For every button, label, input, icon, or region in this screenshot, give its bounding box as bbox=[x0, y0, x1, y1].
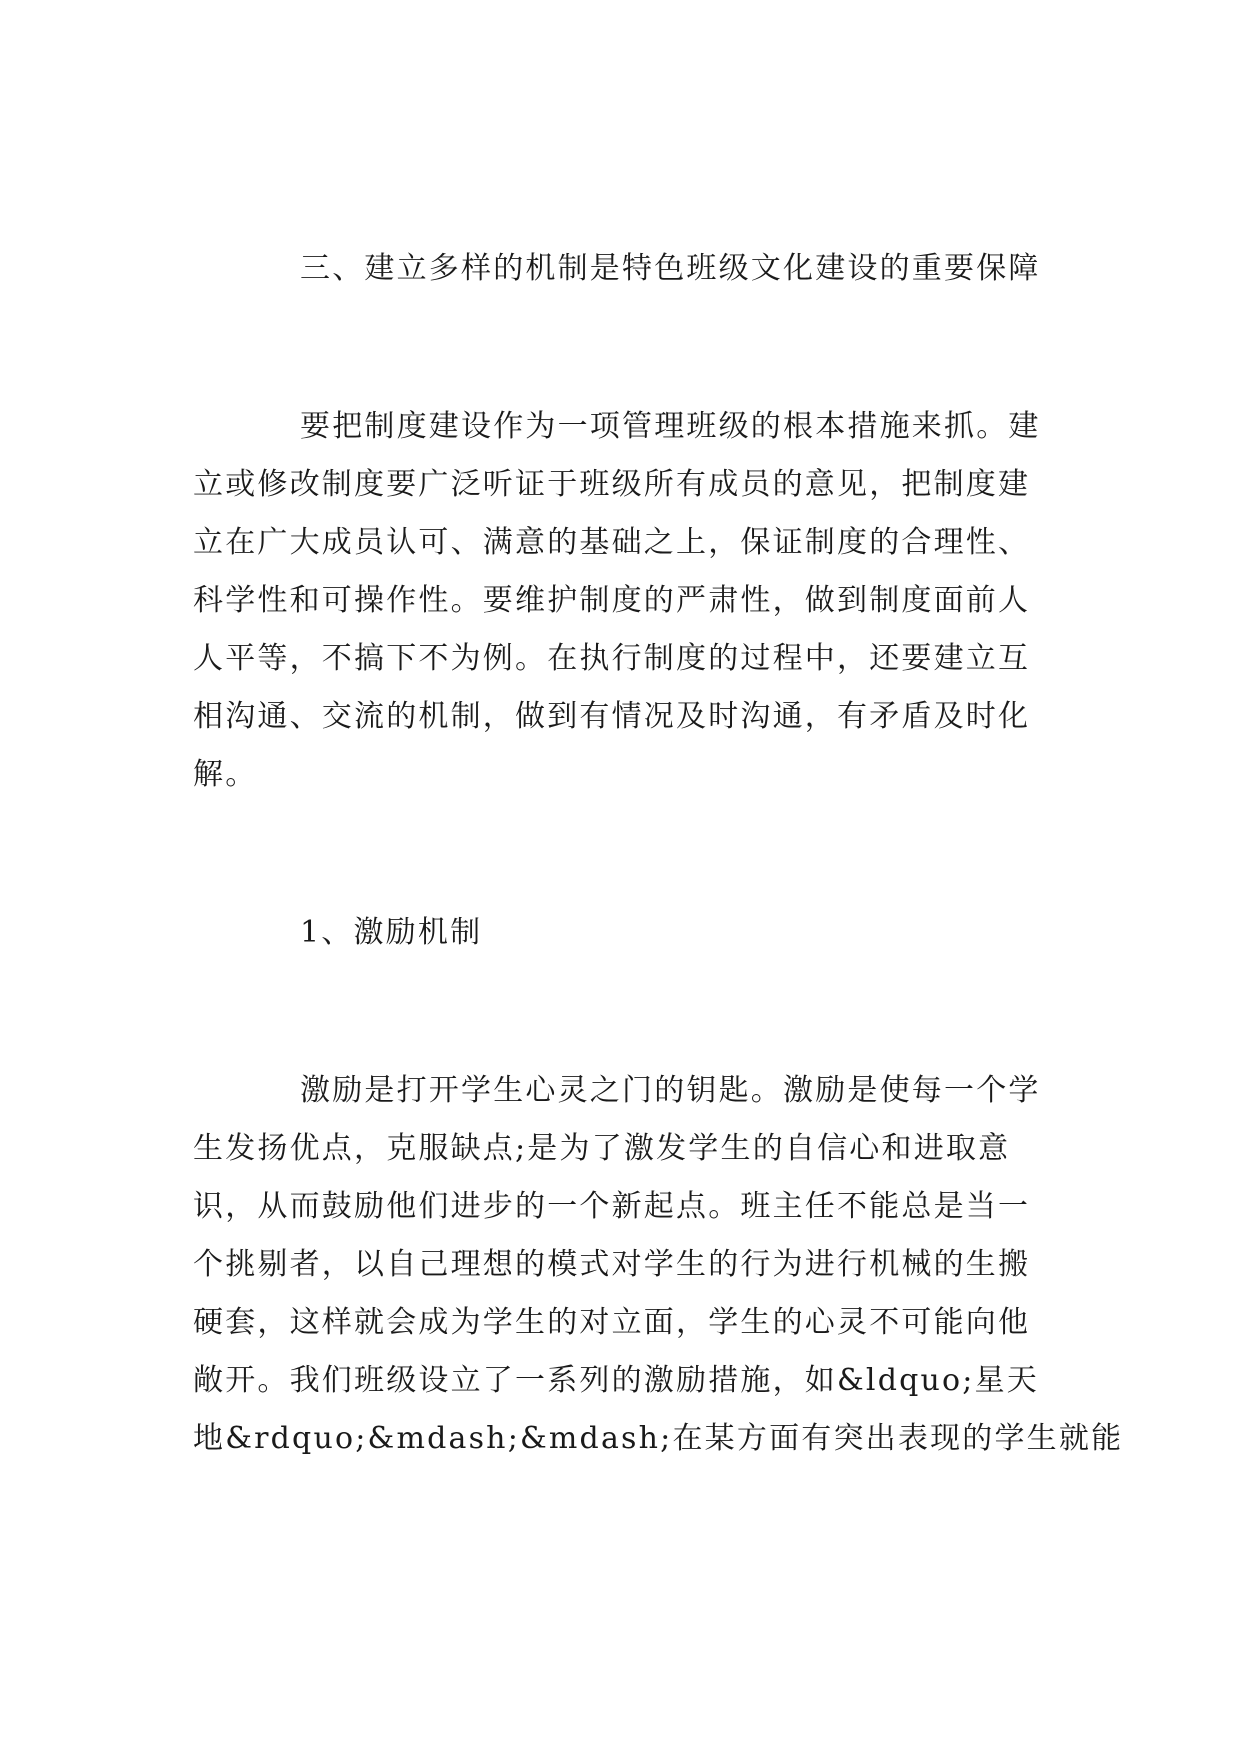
paragraph-line: 解。 bbox=[193, 757, 258, 792]
paragraph-line: 立或修改制度要广泛听证于班级所有成员的意见，把制度建 bbox=[193, 467, 1031, 502]
section-heading: 三、建立多样的机制是特色班级文化建设的重要保障 bbox=[300, 251, 1041, 286]
subheading: 1、激励机制 bbox=[300, 915, 483, 950]
paragraph-line: 地&rdquo;&mdash;&mdash;在某方面有突出表现的学生就能 bbox=[193, 1421, 1124, 1456]
paragraph-line: 生发扬优点，克服缺点;是为了激发学生的自信心和进取意 bbox=[193, 1131, 1011, 1166]
paragraph-line: 科学性和可操作性。要维护制度的严肃性，做到制度面前人 bbox=[193, 583, 1031, 618]
paragraph-line: 硬套，这样就会成为学生的对立面，学生的心灵不可能向他 bbox=[193, 1305, 1031, 1340]
paragraph-line: 立在广大成员认可、满意的基础之上，保证制度的合理性、 bbox=[193, 525, 1031, 560]
paragraph-line: 识，从而鼓励他们进步的一个新起点。班主任不能总是当一 bbox=[193, 1189, 1031, 1224]
paragraph-line: 人平等，不搞下不为例。在执行制度的过程中，还要建立互 bbox=[193, 641, 1031, 676]
paragraph-line: 相沟通、交流的机制，做到有情况及时沟通，有矛盾及时化 bbox=[193, 699, 1031, 734]
paragraph-line: 个挑剔者，以自己理想的模式对学生的行为进行机械的生搬 bbox=[193, 1247, 1031, 1282]
paragraph-line: 激励是打开学生心灵之门的钥匙。激励是使每一个学 bbox=[300, 1073, 1041, 1108]
paragraph-line: 要把制度建设作为一项管理班级的根本措施来抓。建 bbox=[300, 409, 1041, 444]
paragraph-line: 敞开。我们班级设立了一系列的激励措施，如&ldquo;星天 bbox=[193, 1363, 1039, 1398]
